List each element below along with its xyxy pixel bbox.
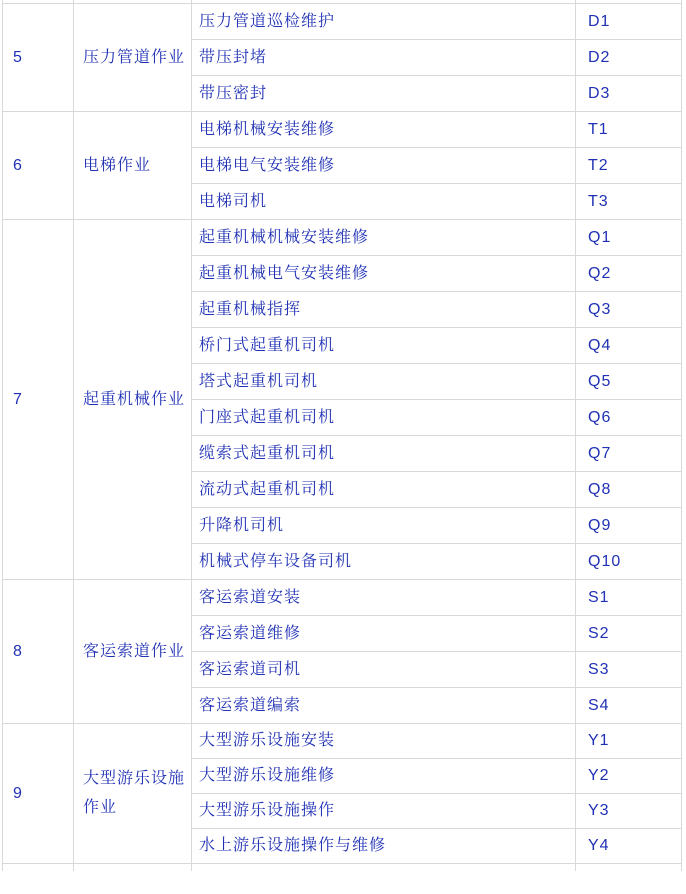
section-category-cell: 客运索道作业 bbox=[74, 579, 192, 723]
item-name-cell: 大型游乐设施操作 bbox=[192, 793, 576, 828]
item-name-cell: 大型游乐设施安装 bbox=[192, 723, 576, 758]
item-name-cell: 大型游乐设施维修 bbox=[192, 758, 576, 793]
item-name-cell: 电梯机械安装维修 bbox=[192, 111, 576, 147]
section-category-cell: 起重机械作业 bbox=[74, 219, 192, 579]
item-name-cell: 客运索道编索 bbox=[192, 687, 576, 723]
empty-cell bbox=[576, 863, 682, 871]
item-code-cell: Q1 bbox=[576, 219, 682, 255]
item-code-cell: Q5 bbox=[576, 363, 682, 399]
item-code-cell: Y2 bbox=[576, 758, 682, 793]
section-category-cell: 压力管道作业 bbox=[74, 3, 192, 111]
item-name-cell: 客运索道维修 bbox=[192, 615, 576, 651]
section-index-cell: 9 bbox=[3, 723, 74, 863]
item-code-cell: Y3 bbox=[576, 793, 682, 828]
item-name-cell: 带压封堵 bbox=[192, 39, 576, 75]
item-code-cell: Y1 bbox=[576, 723, 682, 758]
table-row bbox=[3, 723, 682, 758]
item-name-cell: 起重机械电气安装维修 bbox=[192, 255, 576, 291]
item-name-cell: 水上游乐设施操作与维修 bbox=[192, 828, 576, 863]
item-name-cell: 桥门式起重机司机 bbox=[192, 327, 576, 363]
section-index-cell: 5 bbox=[3, 3, 74, 111]
item-code-cell: Q10 bbox=[576, 543, 682, 579]
item-name-cell: 客运索道司机 bbox=[192, 651, 576, 687]
item-code-cell: Q9 bbox=[576, 507, 682, 543]
item-code-cell: D2 bbox=[576, 39, 682, 75]
table-row bbox=[3, 579, 682, 615]
section-category-cell: 电梯作业 bbox=[74, 111, 192, 219]
item-code-cell: S2 bbox=[576, 615, 682, 651]
empty-cell bbox=[3, 863, 74, 871]
item-name-cell: 升降机司机 bbox=[192, 507, 576, 543]
item-code-cell: Y4 bbox=[576, 828, 682, 863]
item-code-cell: T3 bbox=[576, 183, 682, 219]
item-name-cell: 缆索式起重机司机 bbox=[192, 435, 576, 471]
item-code-cell: Q6 bbox=[576, 399, 682, 435]
item-code-cell: D1 bbox=[576, 3, 682, 39]
section-index-cell: 8 bbox=[3, 579, 74, 723]
item-name-cell: 电梯电气安装维修 bbox=[192, 147, 576, 183]
item-code-cell: D3 bbox=[576, 75, 682, 111]
item-code-cell: S4 bbox=[576, 687, 682, 723]
item-name-cell: 客运索道安装 bbox=[192, 579, 576, 615]
section-category-cell: 大型游乐设施作业 bbox=[74, 723, 192, 863]
item-name-cell: 压力管道巡检维护 bbox=[192, 3, 576, 39]
item-name-cell: 门座式起重机司机 bbox=[192, 399, 576, 435]
item-code-cell: Q3 bbox=[576, 291, 682, 327]
item-code-cell: S1 bbox=[576, 579, 682, 615]
table-row bbox=[3, 111, 682, 147]
item-code-cell: Q2 bbox=[576, 255, 682, 291]
item-name-cell: 起重机械机械安装维修 bbox=[192, 219, 576, 255]
item-code-cell: Q8 bbox=[576, 471, 682, 507]
item-code-cell: S3 bbox=[576, 651, 682, 687]
empty-cell bbox=[74, 863, 192, 871]
partial-row-bottom bbox=[3, 863, 682, 871]
section-index-cell: 7 bbox=[3, 219, 74, 579]
table-body bbox=[3, 0, 682, 871]
table-row bbox=[3, 3, 682, 39]
item-code-cell: T2 bbox=[576, 147, 682, 183]
section-index-cell: 6 bbox=[3, 111, 74, 219]
item-name-cell: 起重机械指挥 bbox=[192, 291, 576, 327]
item-code-cell: T1 bbox=[576, 111, 682, 147]
item-name-cell: 机械式停车设备司机 bbox=[192, 543, 576, 579]
table-row bbox=[3, 219, 682, 255]
empty-cell bbox=[192, 863, 576, 871]
item-name-cell: 带压密封 bbox=[192, 75, 576, 111]
item-code-cell: Q4 bbox=[576, 327, 682, 363]
item-name-cell: 塔式起重机司机 bbox=[192, 363, 576, 399]
item-name-cell: 流动式起重机司机 bbox=[192, 471, 576, 507]
item-name-cell: 电梯司机 bbox=[192, 183, 576, 219]
certification-categories-table bbox=[2, 0, 682, 871]
item-code-cell: Q7 bbox=[576, 435, 682, 471]
